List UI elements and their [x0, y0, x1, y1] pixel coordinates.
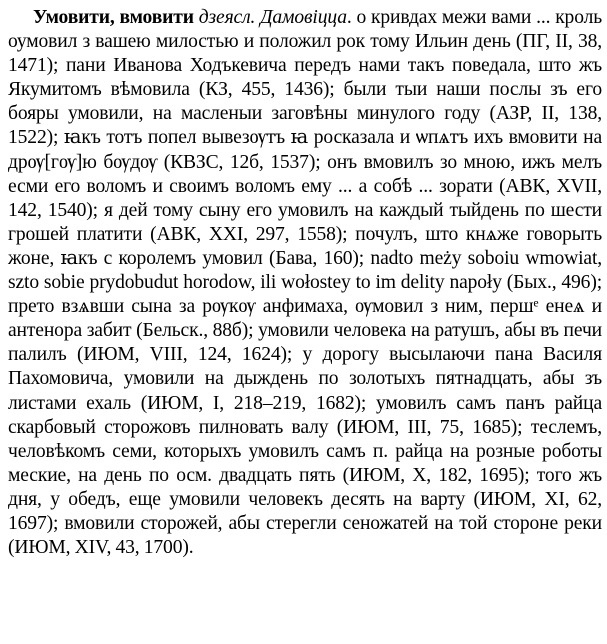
entry-grammar-note: дзеясл. Дамовіцца	[198, 7, 347, 28]
dictionary-entry	[8, 6, 602, 560]
entry-headword: Умовити, вмовити	[33, 7, 194, 28]
entry-body: . о кривдах межи вами ... кроль оумовил з вашею милостью и положил рок тому Ильин день (ПГ, II, 38, 1471); пани Иванова Ходъкевича передъ нами такъ поведала, што жъ Якумитомъ вѣмовила (КЗ, 455, 1436); были тыи наши послы зъ его бояры умовили, на масленыи заговѣны минулого году (АЗР, II, 138, 1522); ꙗкъ тотъ попел вывезѹтъ ꙗ росказала и ѡпѧтъ ихъ вмовити на дрѹ[гѹ]ю бѹдѹ (КВЗС, 12б, 1537); онъ вмовилъ зо мною, ижъ мелъ есми его воломъ и своимъ воломъ ему ... а собѣ ... зорати (АВК, XVII, 142, 1540); я дей тому сыну его умовилъ на каждый тыйдень по шести грошей платити (АВК, XXI, 297, 1558); почулъ, што кнѧже говорыть жоне, ꙗкъ с королемъ умовил (Бава, 160); nadto meży soboiu wmowiat, szto sobie prydobudut horodow, ili wołostey to im delity napoły (Бых., 496); прето взѧвши сына за рѹкѹ анфимаха, ѹмовил з ним, першᵉ енеѧ и антенора забит (Бельск., 88б); умовили человека на ратушъ, абы въ печи палилъ (ИЮМ, VIII, 124, 1624); у дорогу высылаючи пана Василя Пахомовича, умовили на дыждень по золотыхъ пятнадцать, абы зъ листами ехаль (ИЮМ, I, 218–219, 1682); умовилъ самъ панъ райца скарбовый сторожовъ пилновать валу (ИЮМ, III, 75, 1685); теслемъ, человѣкомъ семи, которыхъ умовилъ самъ п. райца на розные роботы меские, на день по осм. двадцать пять (ИЮМ, X, 182, 1695); того жъ дня, у обедъ, еще умовили человекъ десять на варту (ИЮМ, XI, 62, 1697); вмовили сторожей, абы стерегли сеножатей на той стороне реки (ИЮМ, XIV, 43, 1700).	[8, 7, 603, 559]
